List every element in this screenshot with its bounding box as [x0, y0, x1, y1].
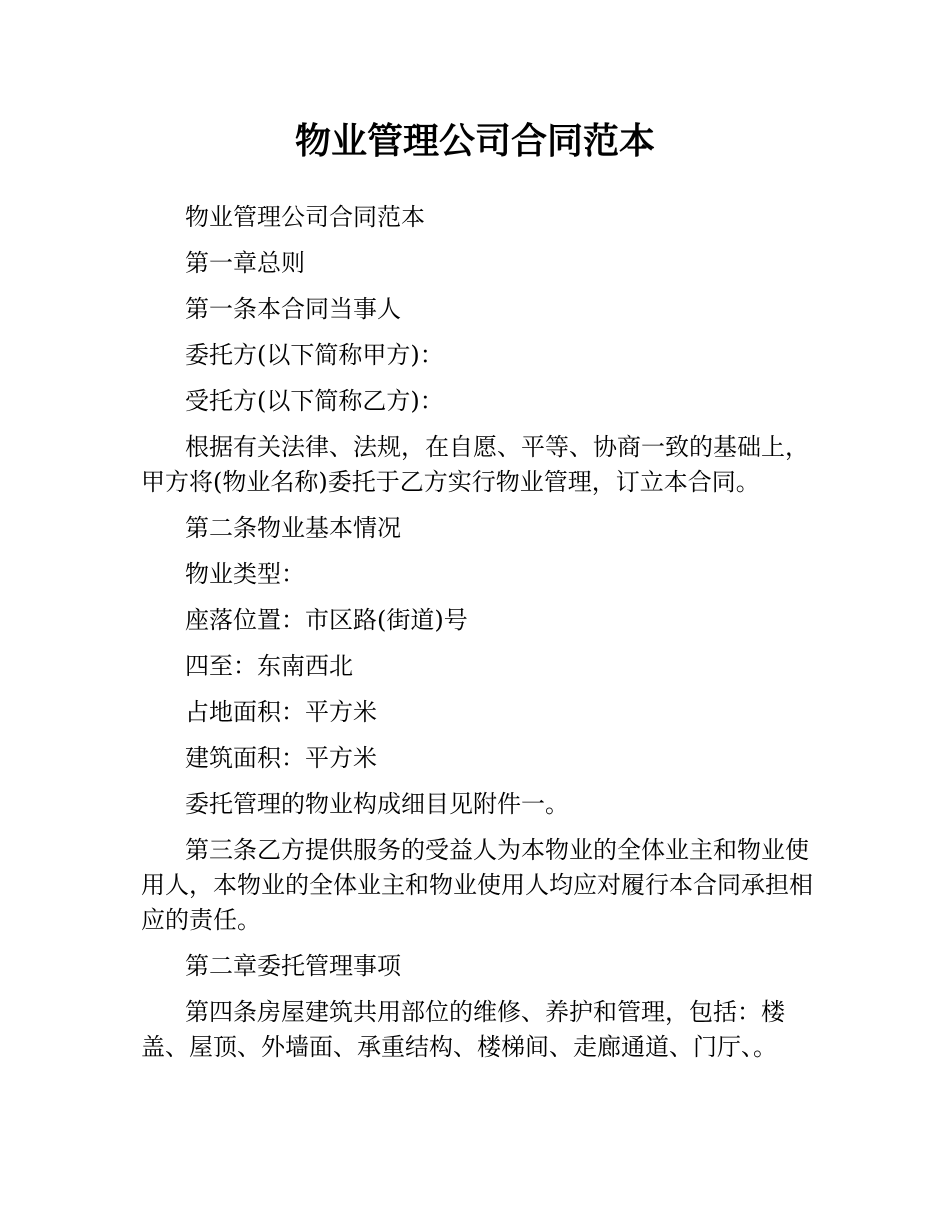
document-body	[141, 200, 821, 1076]
paragraph-article-4: 第四条房屋建筑共用部位的维修、养护和管理，包括：楼盖、屋顶、外墙面、承重结构、楼梯间、走廊通道、门厅、。	[141, 998, 785, 1061]
paragraph-preamble: 根据有关法律、法规，在自愿、平等、协商一致的基础上，甲方将(物业名称)委托于乙方实行物业管理，订立本合同。	[141, 433, 809, 496]
paragraph-boundaries: 四至：东南西北	[185, 652, 353, 680]
paragraph-chapter-2: 第二章委托管理事项	[185, 952, 401, 980]
paragraph-party-b: 受托方(以下简称乙方)：	[185, 387, 444, 415]
paragraph-attachment-note: 委托管理的物业构成细目见附件一。	[185, 790, 569, 818]
paragraph-article-1: 第一条本合同当事人	[185, 295, 401, 323]
document-title: 物业管理公司合同范本	[294, 121, 655, 162]
paragraph-building-area: 建筑面积：平方米	[185, 744, 377, 772]
paragraph-article-2: 第二条物业基本情况	[185, 514, 401, 542]
paragraph-party-a: 委托方(以下简称甲方)：	[185, 341, 444, 369]
paragraph-article-3: 第三条乙方提供服务的受益人为本物业的全体业主和物业使用人，本物业的全体业主和物业使用人均应对履行本合同承担相应的责任。	[141, 836, 813, 934]
paragraph-property-type: 物业类型：	[185, 560, 305, 588]
paragraph-doc-heading: 物业管理公司合同范本	[185, 203, 425, 231]
paragraph-chapter-1: 第一章总则	[185, 249, 305, 277]
paragraph-location: 座落位置：市区路(街道)号	[185, 606, 468, 634]
paragraph-land-area: 占地面积：平方米	[185, 698, 377, 726]
